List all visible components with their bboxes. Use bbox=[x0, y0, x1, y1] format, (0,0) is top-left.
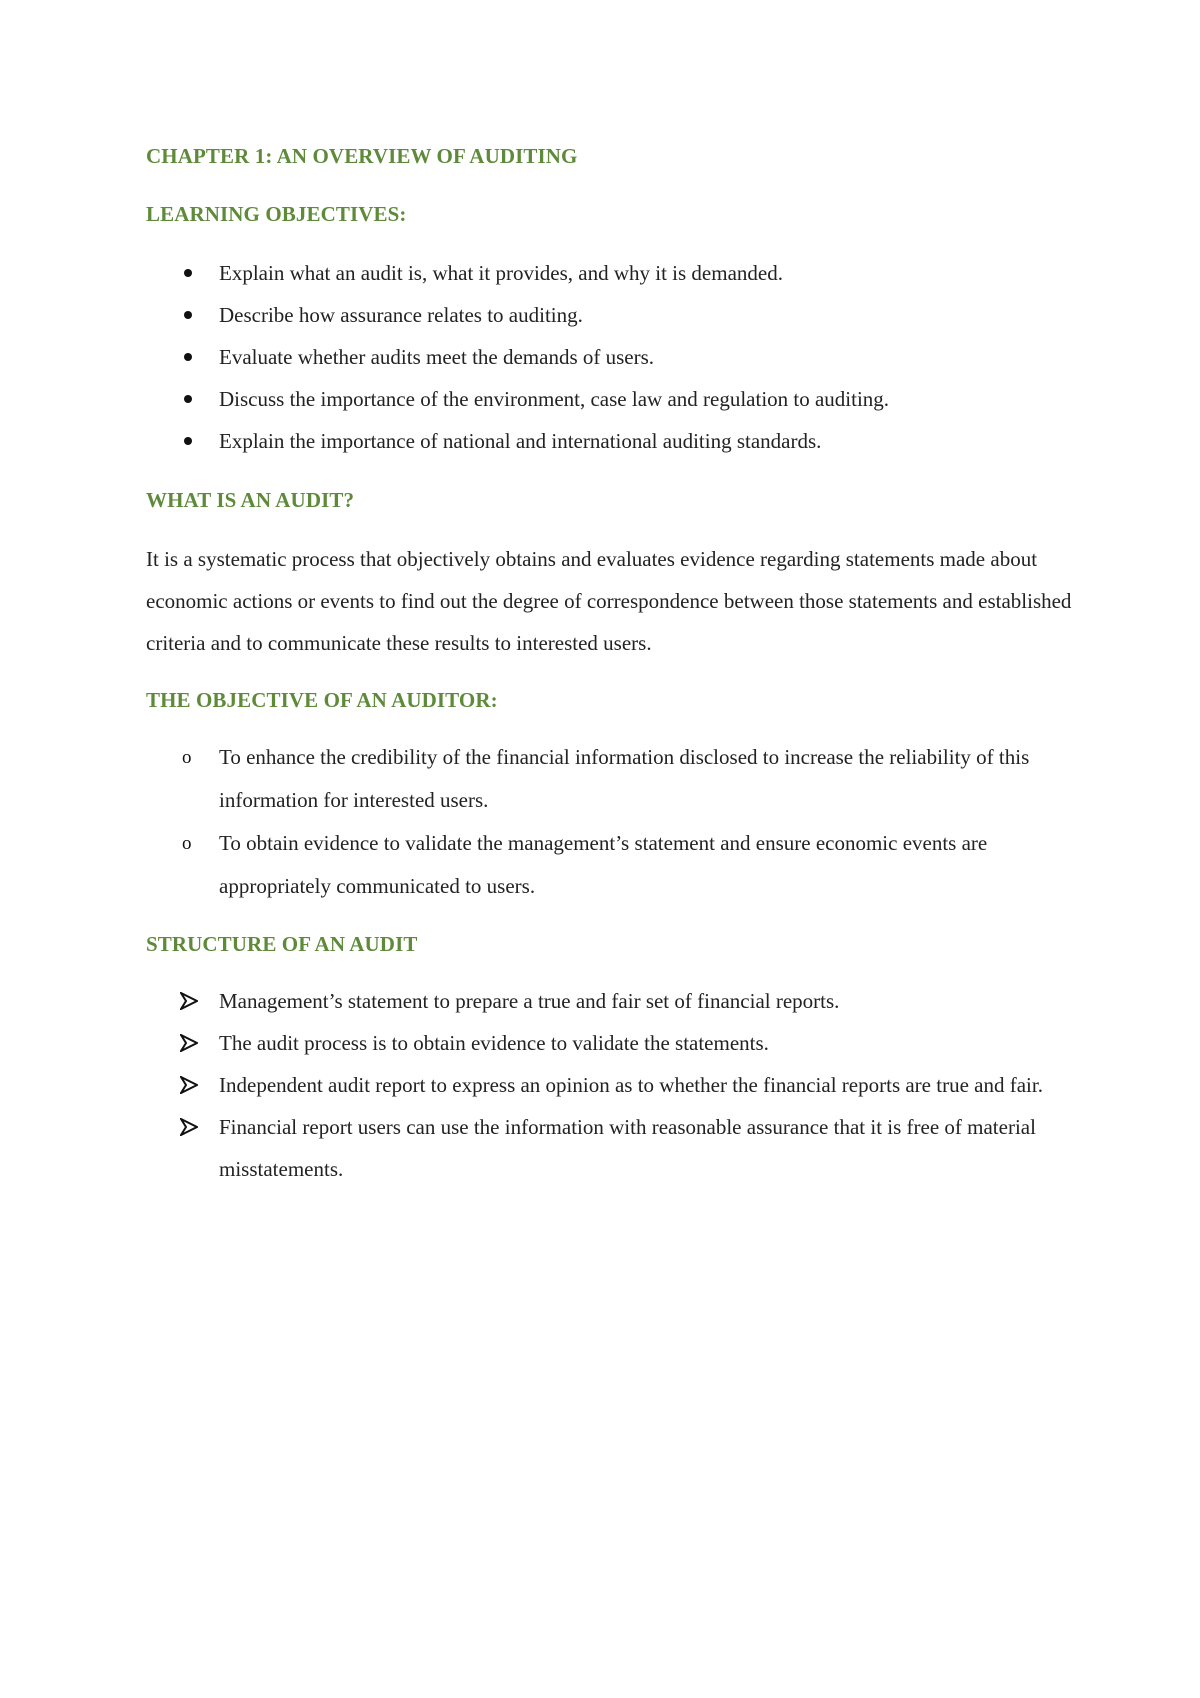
list-item bbox=[146, 822, 1076, 908]
list-item-text: Evaluate whether audits meet the demands of users. bbox=[219, 345, 655, 369]
objective-list bbox=[146, 736, 1076, 908]
list-item bbox=[146, 378, 1076, 420]
list-item-text: Explain the importance of national and international auditing standards. bbox=[219, 429, 822, 453]
list-item-text: Management’s statement to prepare a true and fair set of financial reports. bbox=[219, 989, 840, 1013]
list-item bbox=[146, 1064, 1076, 1106]
arrowhead-bullet-icon bbox=[180, 980, 202, 1022]
bullet-icon bbox=[184, 395, 192, 403]
list-item bbox=[146, 1022, 1076, 1064]
bullet-icon bbox=[184, 311, 192, 319]
list-item-text: To enhance the credibility of the financial information disclosed to increase the reliability of this information for interested users. bbox=[219, 745, 1030, 812]
list-item-text: Explain what an audit is, what it provides, and why it is demanded. bbox=[219, 261, 783, 285]
circle-bullet-icon: o bbox=[182, 833, 192, 854]
audit-definition-paragraph: It is a systematic process that objectively obtains and evaluates evidence regarding statements made about economic actions or events to find out the degree of correspondence between those statements and established criteria and to communicate these results to interested users. bbox=[146, 547, 1072, 655]
arrowhead-bullet-icon bbox=[180, 1022, 202, 1064]
list-item bbox=[146, 252, 1076, 294]
structure-of-audit-heading: STRUCTURE OF AN AUDIT bbox=[146, 932, 418, 956]
list-item-text: Financial report users can use the information with reasonable assurance that it is free of material misstatements. bbox=[219, 1115, 1036, 1181]
list-item-text: Discuss the importance of the environment, case law and regulation to auditing. bbox=[219, 387, 890, 411]
list-item bbox=[146, 736, 1076, 822]
list-item bbox=[146, 294, 1076, 336]
list-item-text: The audit process is to obtain evidence to validate the statements. bbox=[219, 1031, 769, 1055]
list-item bbox=[146, 1106, 1076, 1190]
list-item bbox=[146, 420, 1076, 462]
what-is-audit-heading: WHAT IS AN AUDIT? bbox=[146, 488, 355, 512]
list-item-text: Independent audit report to express an opinion as to whether the financial reports are true and fair. bbox=[219, 1073, 1043, 1097]
bullet-icon bbox=[184, 269, 192, 277]
learning-objectives-list bbox=[146, 252, 1076, 462]
list-item-text: To obtain evidence to validate the management’s statement and ensure economic events are appropriately communicated to users. bbox=[219, 831, 988, 898]
bullet-icon bbox=[184, 437, 192, 445]
circle-bullet-icon: o bbox=[182, 747, 192, 768]
list-item bbox=[146, 336, 1076, 378]
arrowhead-bullet-icon bbox=[180, 1106, 202, 1148]
chapter-title: CHAPTER 1: AN OVERVIEW OF AUDITING bbox=[146, 144, 578, 168]
structure-list bbox=[146, 980, 1076, 1190]
arrowhead-bullet-icon bbox=[180, 1064, 202, 1106]
objective-of-auditor-heading: THE OBJECTIVE OF AN AUDITOR: bbox=[146, 688, 498, 712]
list-item bbox=[146, 980, 1076, 1022]
list-item-text: Describe how assurance relates to auditing. bbox=[219, 303, 583, 327]
document-content bbox=[146, 142, 1076, 1190]
learning-objectives-heading: LEARNING OBJECTIVES: bbox=[146, 202, 407, 226]
bullet-icon bbox=[184, 353, 192, 361]
